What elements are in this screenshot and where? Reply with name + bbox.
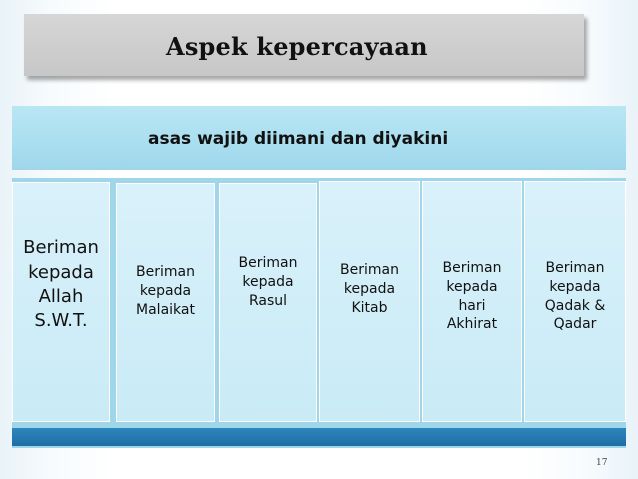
column-qadak-qadar: [524, 181, 626, 422]
bottom-accent-bar: [12, 428, 626, 446]
column-malaikat: [116, 183, 215, 422]
column-kitab-label: Beriman kepada Kitab: [340, 262, 399, 316]
column-akhirat-label: Beriman kepada hari Akhirat: [442, 259, 502, 333]
column-allah: [12, 182, 110, 422]
slide-title: Aspek kepercayaan: [166, 32, 428, 61]
column-akhirat: [422, 181, 522, 422]
column-rasul: [219, 183, 317, 422]
column-rasul-label: Beriman kepada Rasul: [238, 255, 298, 309]
title-box: [24, 14, 584, 76]
page-number: 17: [596, 458, 608, 468]
slide-subtitle: asas wajib diimani dan diyakini: [148, 129, 449, 149]
column-kitab: [319, 181, 420, 422]
subtitle-band: [12, 106, 626, 170]
column-allah-label: Beriman kepada Allah S.W.T.: [23, 237, 99, 332]
column-qadak-qadar-label: Beriman kepada Qadak & Qadar: [544, 259, 606, 333]
column-malaikat-label: Beriman kepada Malaikat: [136, 264, 195, 318]
